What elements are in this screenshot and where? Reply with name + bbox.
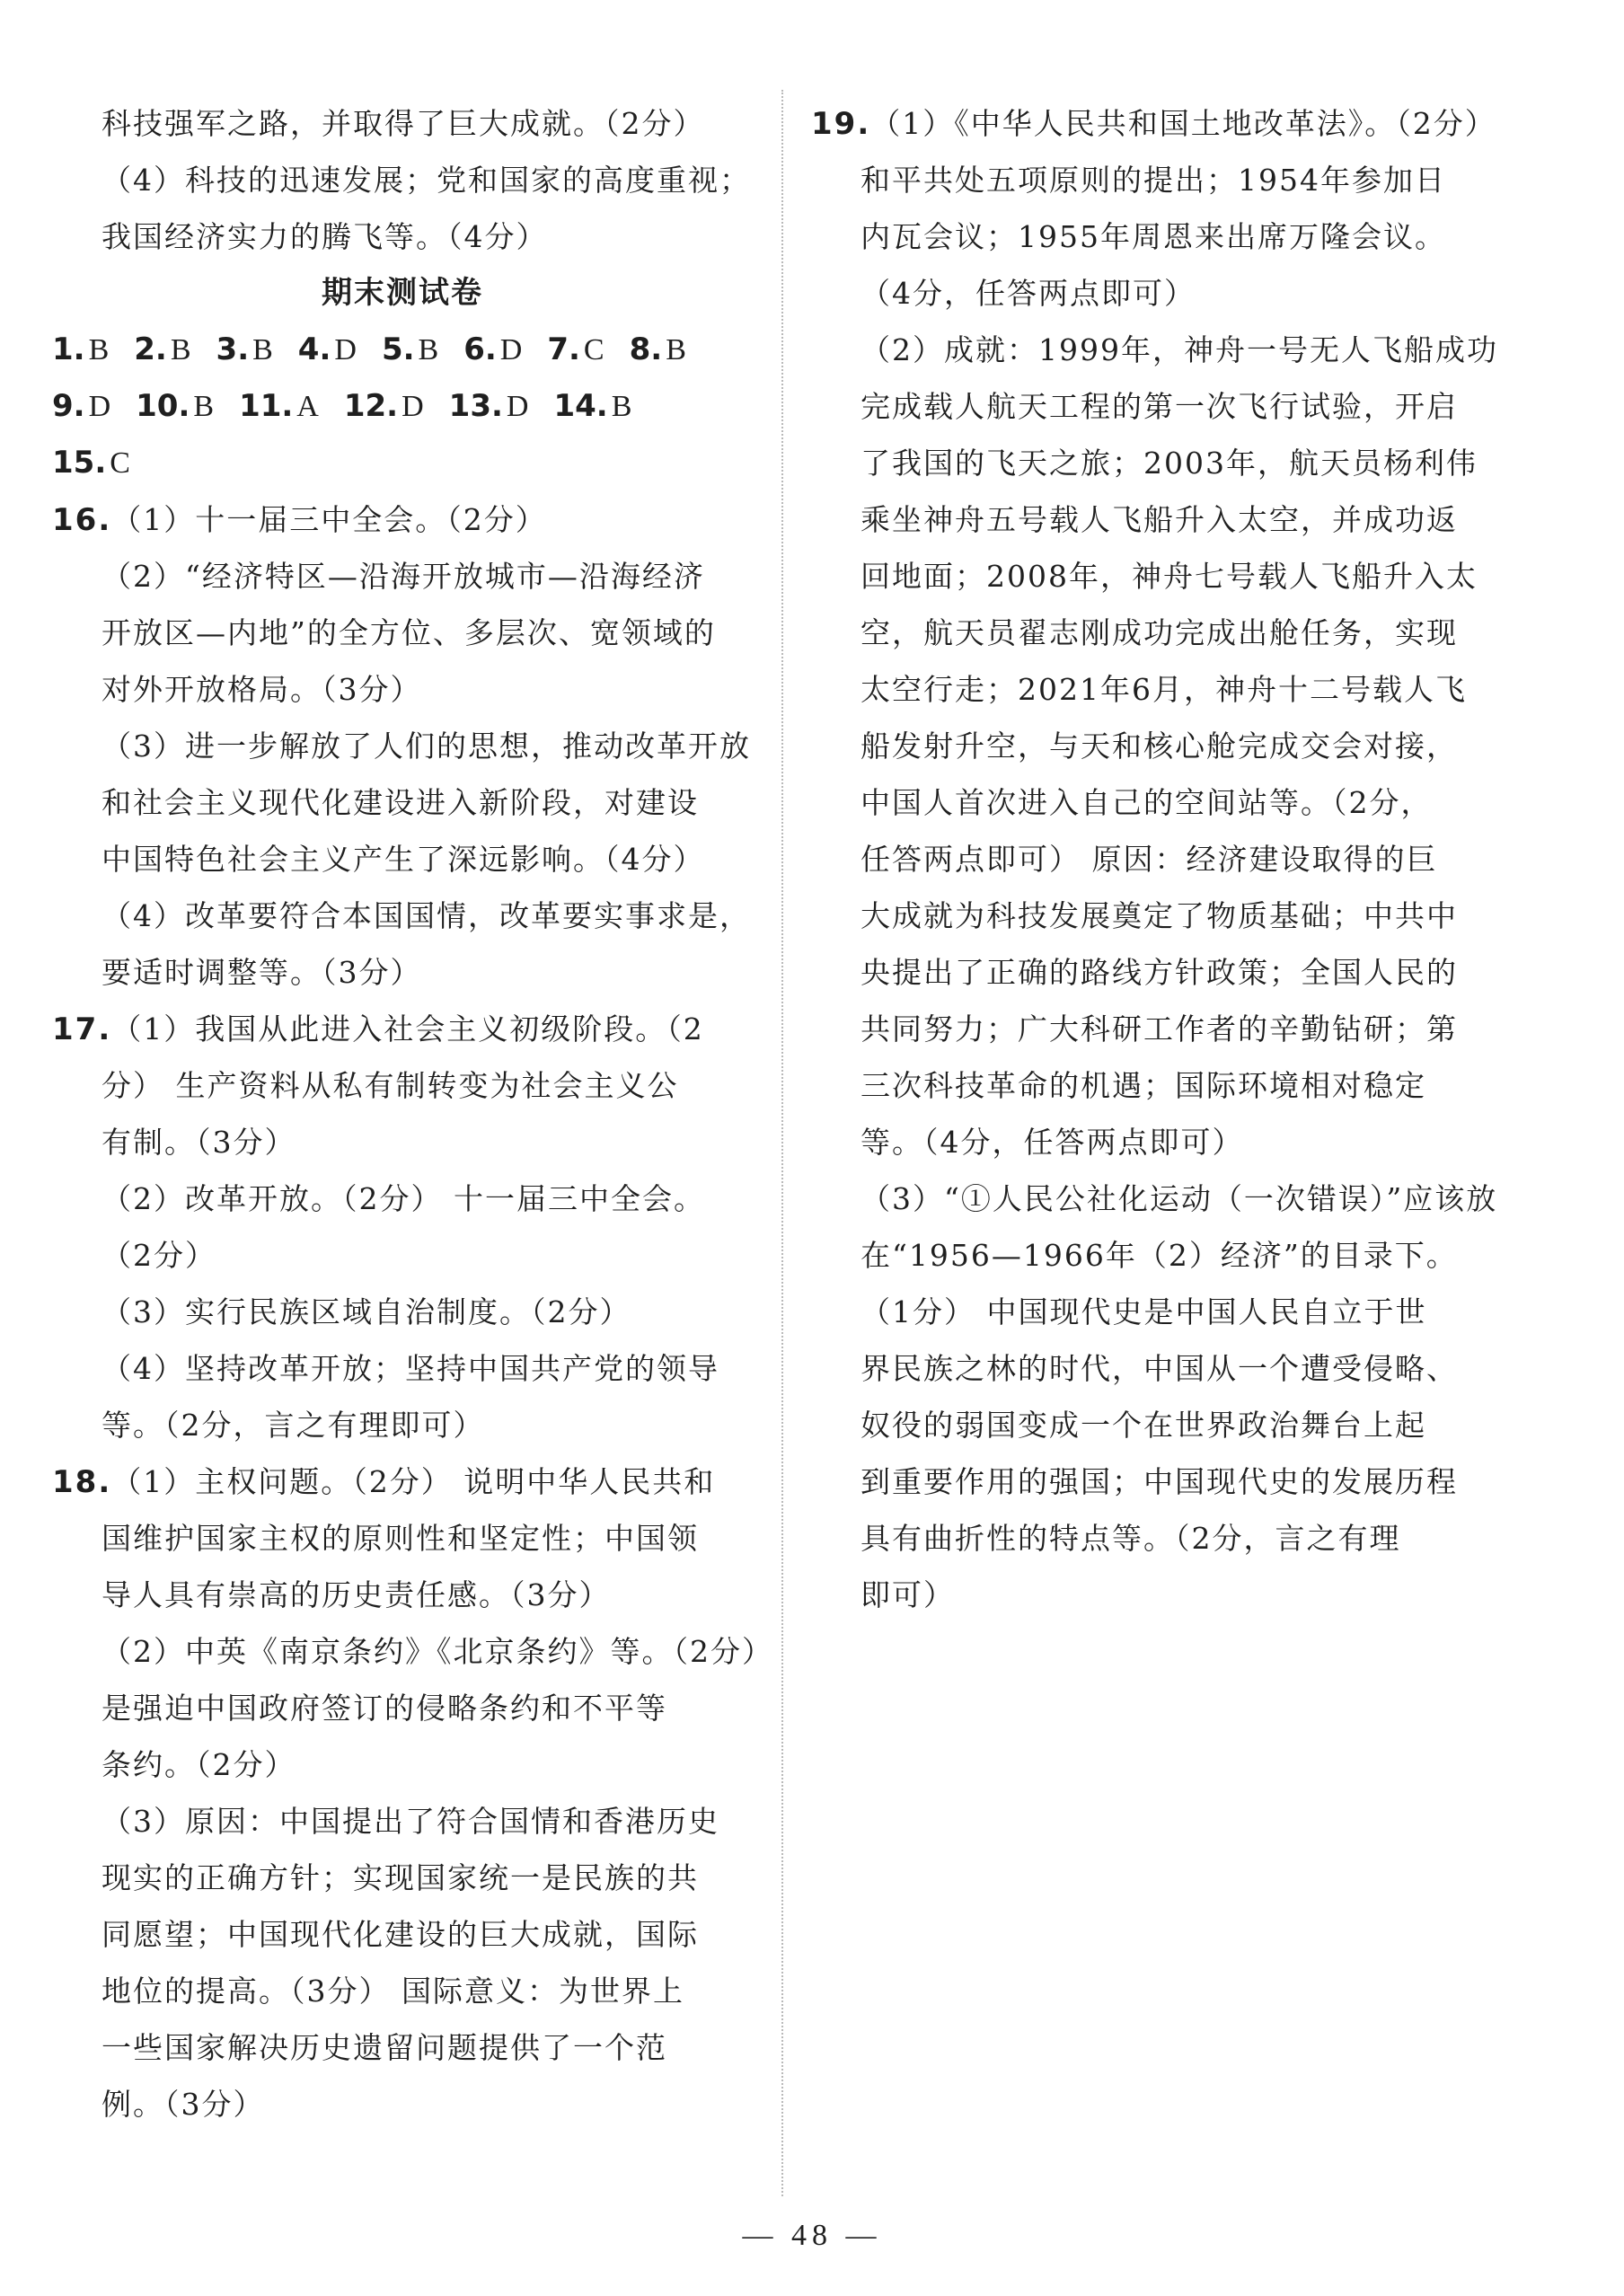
answer-letter: B — [418, 333, 439, 366]
text-line: 一些国家解决历史遗留问题提供了一个范 — [102, 2030, 667, 2065]
text-line: （2分） — [102, 1238, 216, 1273]
mc-answer-item — [216, 322, 273, 378]
text-line: （3）“①人民公社化运动（一次错误）”应该放 — [861, 1181, 1498, 1216]
text-line: 国维护国家主权的原则性和坚定性；中国领 — [102, 1521, 699, 1556]
answer-text: （1）主权问题。（2分） 说明中华人民共和 — [111, 1464, 716, 1499]
text-line: 奴役的弱国变成一个在世界政治舞台上起 — [861, 1408, 1426, 1443]
text-line: 条约。（2分） — [102, 1747, 296, 1782]
question-number: 3. — [216, 331, 250, 367]
mc-answer-row — [52, 322, 753, 378]
question-number: 8. — [629, 331, 663, 367]
text-line: 是强迫中国政府签订的侵略条约和不平等 — [102, 1691, 667, 1726]
question-number: 7. — [547, 331, 580, 367]
question-number: 14. — [553, 388, 608, 424]
text-line: 内瓦会议；1955年周恩来出席万隆会议。 — [861, 219, 1446, 254]
text-line: （3）原因：中国提出了符合国情和香港历史 — [102, 1804, 719, 1839]
question-18-first-line — [52, 1453, 753, 1510]
answer-letter: D — [499, 333, 523, 366]
mc-answer-row — [52, 378, 753, 435]
text-line: 分） 生产资料从私有制转变为社会主义公 — [102, 1068, 679, 1103]
question-number: 18. — [52, 1464, 112, 1500]
mc-answer-item — [239, 378, 319, 435]
multiple-choice-answers — [52, 322, 753, 491]
text-line: （4）改革要符合本国国情，改革要实事求是， — [102, 898, 751, 933]
page-number: — 48 — — [742, 2219, 882, 2252]
mc-answer-item — [344, 378, 424, 435]
answer-letter: C — [583, 333, 605, 366]
question-16-first-line — [52, 491, 753, 548]
text-line: 大成就为科技发展奠定了物质基础；中共中 — [861, 898, 1458, 933]
answer-letter: D — [88, 390, 111, 423]
answer-letter: B — [252, 333, 273, 366]
answer-letter: B — [193, 390, 215, 423]
question-number: 4. — [297, 331, 331, 367]
text-line: 对外开放格局。（3分） — [102, 672, 422, 707]
text-line: （2）中英《南京条约》《北京条约》等。（2分） — [102, 1634, 773, 1669]
mc-answer-item — [382, 322, 438, 378]
text-line: （2）改革开放。（2分） 十一届三中全会。 — [102, 1181, 705, 1216]
question-17-first-line — [52, 1001, 753, 1057]
text-line: 导人具有崇高的历史责任感。（3分） — [102, 1577, 611, 1612]
text-line: 在“1956—1966年（2）经济”的目录下。 — [861, 1238, 1458, 1273]
mc-answer-item — [52, 378, 110, 435]
text-line: 共同努力；广大科研工作者的辛勤钻研；第 — [861, 1011, 1458, 1046]
text-line: 要适时调整等。（3分） — [102, 955, 422, 990]
text-line: 例。（3分） — [102, 2087, 265, 2122]
mc-answer-item — [463, 322, 522, 378]
question-number: 11. — [239, 388, 294, 424]
text-line: 和平共处五项原则的提出；1954年参加日 — [861, 163, 1446, 198]
text-line: 和社会主义现代化建设进入新阶段，对建设 — [102, 785, 699, 820]
mc-answer-item — [52, 322, 109, 378]
mc-answer-item — [547, 322, 604, 378]
text-line: （2）“经济特区—沿海开放城市—沿海经济 — [102, 559, 705, 594]
text-line: 具有曲折性的特点等。（2分，言之有理 — [861, 1521, 1401, 1556]
text-line: 空，航天员翟志刚成功完成出舱任务，实现 — [861, 615, 1458, 650]
text-line: 到重要作用的强国；中国现代史的发展历程 — [861, 1464, 1458, 1499]
answer-letter: B — [666, 333, 686, 366]
question-number: 6. — [463, 331, 497, 367]
text-line: 乘坐神舟五号载人飞船升入太空，并成功返 — [861, 502, 1458, 537]
text-line: 任答两点即可） 原因：经济建设取得的巨 — [861, 842, 1438, 877]
text-line: 三次科技革命的机遇；国际环境相对稳定 — [861, 1068, 1426, 1103]
text-line: 中国特色社会主义产生了深远影响。（4分） — [102, 842, 705, 877]
answer-text: （1）我国从此进入社会主义初级阶段。（2 — [111, 1011, 704, 1046]
text-line: （3）进一步解放了人们的思想，推动改革开放 — [102, 729, 751, 764]
question-number: 12. — [343, 388, 399, 424]
text-line: 有制。（3分） — [102, 1125, 296, 1160]
answer-letter: D — [402, 390, 424, 423]
text-line: 船发射升空，与天和核心舱完成交会对接， — [861, 729, 1458, 764]
answer-text: （1）十一届三中全会。（2分） — [111, 502, 547, 537]
question-number: 13. — [448, 388, 503, 424]
text-line: （4）坚持改革开放；坚持中国共产党的领导 — [102, 1351, 719, 1386]
text-line: 界民族之林的时代，中国从一个遭受侵略、 — [861, 1351, 1458, 1386]
question-number: 17. — [52, 1011, 112, 1047]
question-number: 15. — [52, 445, 107, 481]
text-line: 即可） — [861, 1577, 955, 1612]
answer-letter: B — [170, 333, 191, 366]
text-line: 完成载人航天工程的第一次飞行试验，开启 — [861, 389, 1458, 424]
question-number: 19. — [811, 106, 871, 142]
question-number: 16. — [52, 502, 112, 538]
left-column — [52, 95, 773, 2133]
text-line: 等。（2分，言之有理即可） — [102, 1408, 485, 1443]
text-line: （4）科技的迅速发展；党和国家的高度重视； — [102, 163, 751, 198]
text-line: 科技强军之路，并取得了巨大成就。（2分） — [102, 106, 705, 141]
text-line: 了我国的飞天之旅；2003年，航天员杨利伟 — [861, 446, 1478, 481]
text-line: （4分，任答两点即可） — [861, 276, 1196, 311]
mc-answer-item — [52, 435, 130, 491]
answer-letter: C — [110, 446, 130, 480]
text-line: 现实的正确方针；实现国家统一是民族的共 — [102, 1860, 699, 1895]
question-number: 2. — [134, 331, 167, 367]
mc-answer-row — [52, 435, 753, 491]
question-number: 5. — [381, 331, 415, 367]
text-line: 回地面；2008年，神舟七号载人飞船升入太 — [861, 559, 1478, 594]
question-19-first-line — [811, 95, 1521, 152]
text-line: （2）成就：1999年，神舟一号无人飞船成功 — [861, 332, 1498, 367]
text-line: 等。（4分，任答两点即可） — [861, 1125, 1244, 1160]
question-19-body — [811, 152, 1521, 1623]
mc-answer-item — [136, 378, 214, 435]
answer-letter: B — [611, 390, 632, 423]
right-column — [811, 95, 1521, 1623]
answer-letter: B — [88, 333, 110, 366]
text-line: 同愿望；中国现代化建设的巨大成就，国际 — [102, 1917, 699, 1952]
mc-answer-item — [449, 378, 529, 435]
mc-answer-item — [298, 322, 357, 378]
text-line: 央提出了正确的路线方针政策；全国人民的 — [861, 955, 1458, 990]
question-number: 10. — [136, 388, 190, 424]
text-line: 太空行走；2021年6月，神舟十二号载人飞 — [861, 672, 1467, 707]
section-title: 期末测试卷 — [322, 275, 483, 311]
question-number: 9. — [52, 388, 85, 424]
question-number: 1. — [52, 331, 85, 367]
mc-answer-item — [134, 322, 190, 378]
answer-text: （1）《中华人民共和国土地改革法》。（2分） — [870, 106, 1496, 141]
answer-letter: D — [334, 333, 357, 366]
text-line: 我国经济实力的腾飞等。（4分） — [102, 219, 548, 254]
mc-answer-item — [630, 322, 686, 378]
text-line: （1分） 中国现代史是中国人民自立于世 — [861, 1294, 1427, 1329]
text-line: （3）实行民族区域自治制度。（2分） — [102, 1294, 631, 1329]
text-line: 中国人首次进入自己的空间站等。（2分， — [861, 785, 1433, 820]
text-line: 开放区—内地”的全方位、多层次、宽领域的 — [102, 615, 716, 650]
text-line: 地位的提高。（3分） 国际意义：为世界上 — [102, 1974, 684, 2009]
answer-letter: D — [506, 390, 529, 423]
mc-answer-item — [553, 378, 631, 435]
column-divider — [781, 90, 783, 2196]
answer-letter: A — [296, 390, 319, 423]
